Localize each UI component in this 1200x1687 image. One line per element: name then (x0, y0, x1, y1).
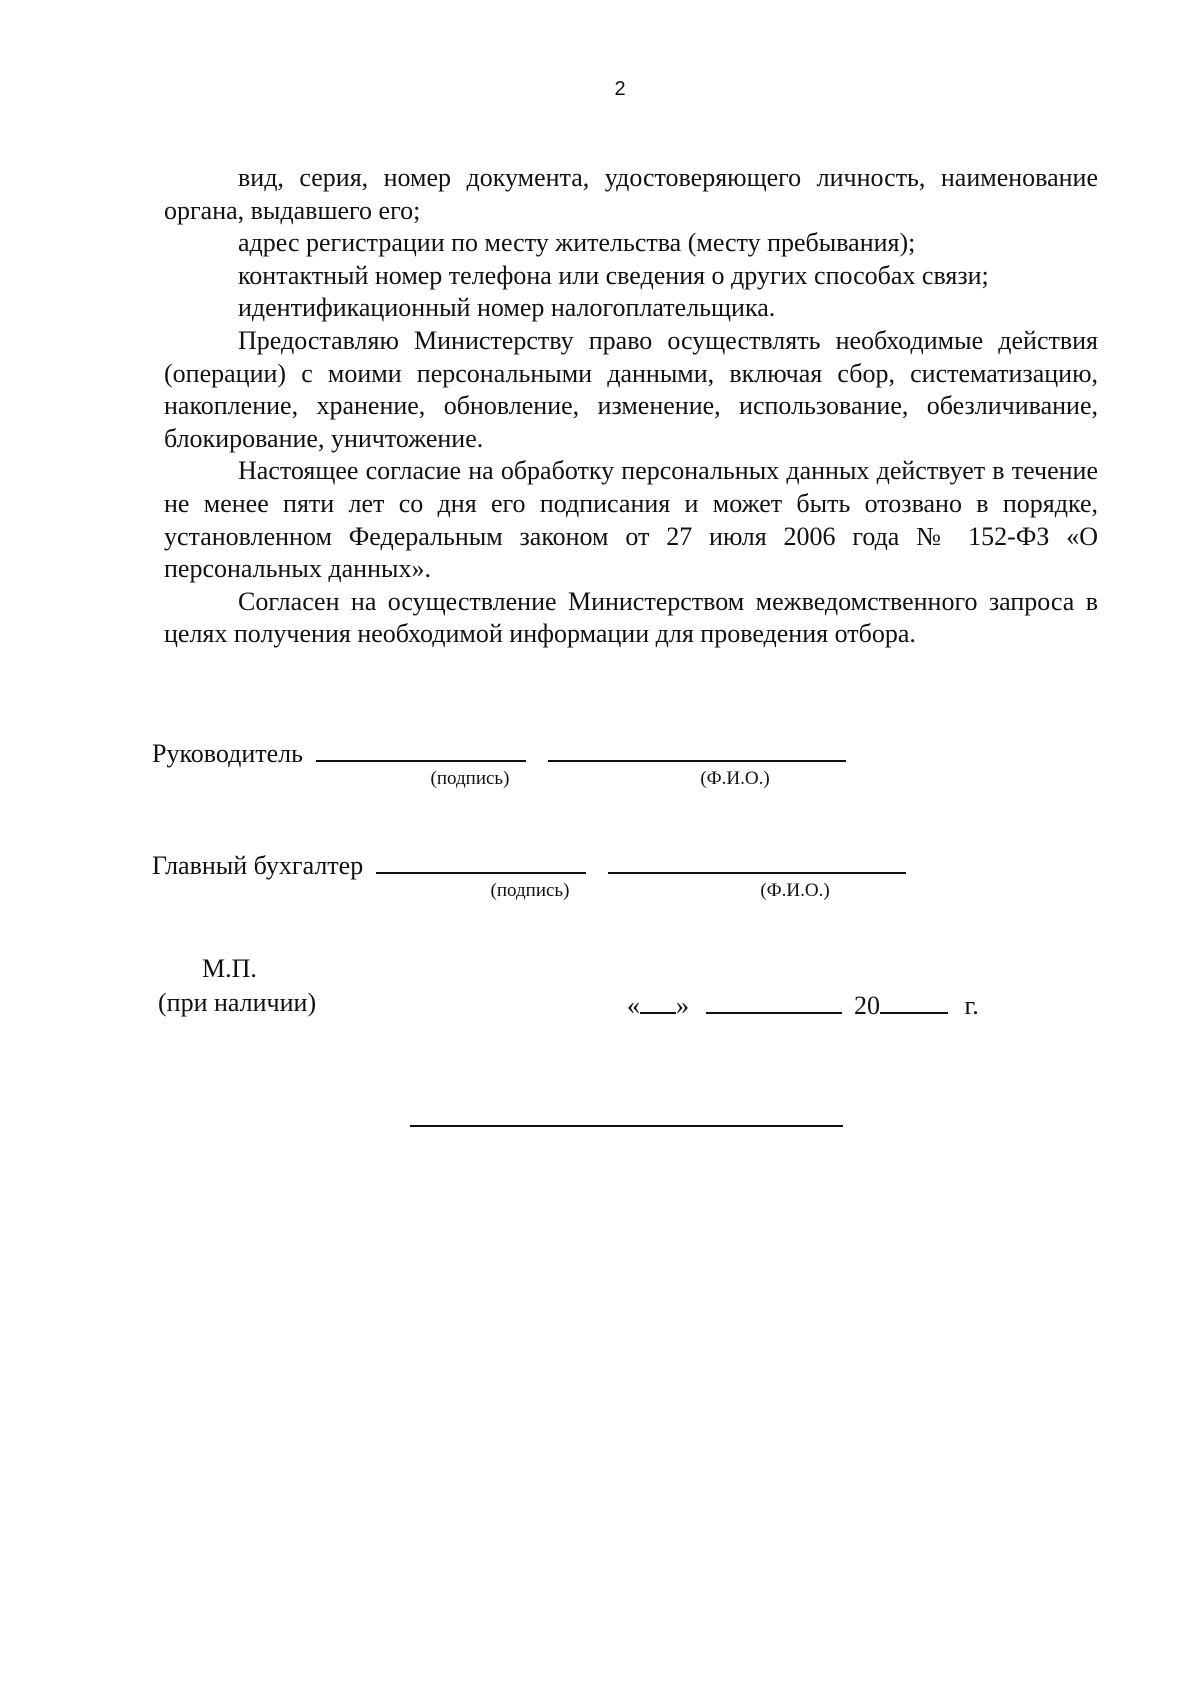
head-name-caption: (Ф.И.О.) (700, 768, 770, 789)
head-label: Руководитель (152, 739, 303, 768)
date-day-line (640, 988, 676, 1014)
head-signature-caption: (подпись) (430, 768, 510, 789)
paragraph-interagency-request: Согласен на осуществление Министерством межведомственного запроса в целях получения необходимой информации для проведения отбора. (164, 586, 1098, 649)
page-number: 2 (614, 78, 626, 100)
head-name-line (548, 736, 846, 762)
accountant-name-line (608, 848, 906, 874)
date-year-suffix: г. (964, 991, 979, 1020)
head-signature-line (316, 736, 526, 762)
date-year-prefix: 20 (854, 991, 880, 1020)
paragraph-registration-address: адрес регистрации по месту жительства (месту пребывания); (238, 228, 916, 258)
paragraph-contact-phone: контактный номер телефона или сведения о других способах связи; (238, 260, 989, 290)
consent-text (164, 162, 1098, 651)
date-row (627, 988, 979, 1021)
date-year-line (880, 988, 948, 1014)
stamp-note: (при наличии) (158, 988, 317, 1017)
accountant-signature-caption: (подпись) (490, 880, 570, 901)
accountant-signature-row (152, 848, 906, 881)
date-close-quote: » (676, 991, 689, 1020)
date-open-quote: « (627, 991, 640, 1020)
accountant-name-caption: (Ф.И.О.) (760, 880, 830, 901)
paragraph-consent-validity: Настоящее согласие на обработку персональных данных действует в течение не менее пяти лет со дня его подписания и может быть отозвано в порядке, установленном Федеральным законом от 27 июля 2006 года № 152-ФЗ «О персональных данных». (164, 456, 1098, 584)
head-signature-row (152, 736, 846, 769)
paragraph-processing-rights: Предоставляю Министерству право осуществлять необходимые действия (операции) с моими персональными данными, включая сбор, систематизацию, накопление, хранение, обновление, изменение, использование, обезличивание, блокирование, уничтожение. (164, 325, 1098, 453)
paragraph-document-details: вид, серия, номер документа, удостоверяющего личность, наименование органа, выдавшего его; (164, 163, 1098, 225)
paragraph-tax-id: идентификационный номер налогоплательщика. (238, 293, 776, 323)
stamp-label: М.П. (202, 954, 257, 983)
accountant-signature-line (376, 848, 586, 874)
end-rule (410, 1125, 843, 1127)
accountant-label: Главный бухгалтер (152, 851, 364, 880)
date-month-line (706, 988, 842, 1014)
